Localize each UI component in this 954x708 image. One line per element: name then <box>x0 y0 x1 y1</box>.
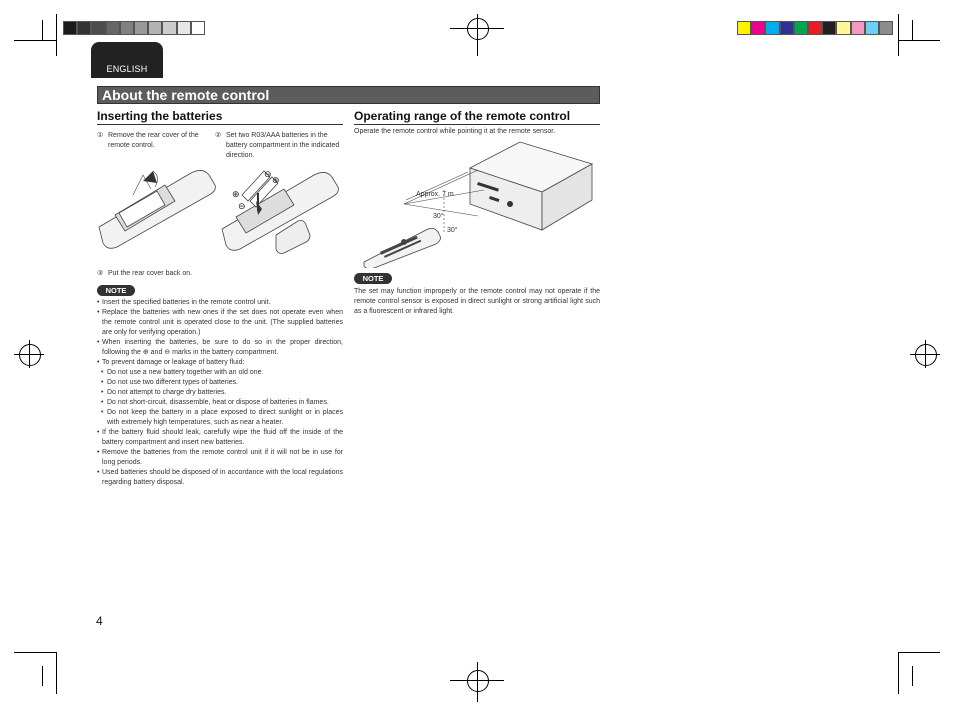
battery-note-item: • When inserting the batteries, be sure to do so in the proper direction, following the ⊕ and ⊖ marks in the battery compartment. <box>97 338 343 358</box>
plus-mark-icon-2: ⊕ <box>272 176 280 186</box>
color-swatch <box>765 21 779 35</box>
battery-subnote-item: • Do not short-circuit, disassemble, heat or dispose of batteries in flames. <box>97 398 343 408</box>
operating-range-illustration <box>360 138 600 268</box>
battery-note-item: • If the battery fluid should leak, carefully wipe the fluid off the inside of the battery compartment and insert new batteries. <box>97 428 343 448</box>
section-header <box>97 86 600 104</box>
battery-notes <box>97 298 343 488</box>
gray-swatch <box>120 21 134 35</box>
page-number: 4 <box>96 614 103 628</box>
note-badge-batteries: NOTE <box>97 285 135 296</box>
gray-swatch <box>177 21 191 35</box>
minus-mark-icon-2: ⊖ <box>264 170 272 180</box>
step3-text: Put the rear cover back on. <box>108 270 193 277</box>
range-heading: Operating range of the remote control <box>354 109 600 125</box>
color-swatch <box>836 21 850 35</box>
battery-note-item: • Used batteries should be disposed of in accordance with the local regulations regarding battery disposal. <box>97 468 343 488</box>
battery-subnote-item: • Do not use a new battery together with an old one. <box>97 368 343 378</box>
battery-note-item: • Replace the batteries with new ones if the set does not operate even when the remote control unit is operated close to the unit. (The supplied batteries are only for verifying operation.) <box>97 308 343 338</box>
angle-top-label: 30° <box>433 213 444 220</box>
gray-swatch <box>162 21 176 35</box>
remote-open-cover-illustration <box>95 165 220 250</box>
color-swatch <box>822 21 836 35</box>
battery-subnote-item: • Do not attempt to charge dry batteries. <box>97 388 343 398</box>
inserting-heading: Inserting the batteries <box>97 109 343 125</box>
color-swatch <box>780 21 794 35</box>
color-swatch <box>851 21 865 35</box>
color-swatch <box>737 21 751 35</box>
gray-swatch <box>106 21 120 35</box>
step2-number: ② <box>215 132 222 139</box>
range-intro: Operate the remote control while pointing it at the remote sensor. <box>354 128 556 135</box>
gray-swatch <box>63 21 77 35</box>
plus-mark-icon: ⊕ <box>232 190 240 200</box>
battery-note-item: • To prevent damage or leakage of battery fluid: <box>97 358 343 368</box>
section-title: About the remote control <box>102 87 270 103</box>
angle-bottom-label: 30° <box>447 227 458 234</box>
step3-number: ③ <box>97 270 104 277</box>
color-swatch <box>808 21 822 35</box>
note-badge-range: NOTE <box>354 273 392 284</box>
language-tab <box>91 42 163 78</box>
gray-swatch <box>77 21 91 35</box>
language-label: ENGLISH <box>106 64 148 74</box>
remote-insert-batteries-illustration <box>218 165 345 260</box>
battery-subnote-item: • Do not keep the battery in a place exposed to direct sunlight or in places with extremely high temperatures, such as near a heater. <box>97 408 343 428</box>
battery-subnote-item: • Do not use two different types of batteries. <box>97 378 343 388</box>
color-swatch <box>751 21 765 35</box>
step2-text: Set two R03/AAA batteries in the battery compartment in the indicated direction. <box>226 132 340 159</box>
color-swatch <box>865 21 879 35</box>
minus-mark-icon: ⊖ <box>238 202 246 212</box>
range-note-text: The set may function improperly or the remote control may not operate if the remote control sensor is exposed in direct sunlight or strong artificial light such as a fluorescent or infrared light. <box>354 288 600 315</box>
gray-swatch <box>191 21 205 35</box>
gray-swatch <box>91 21 105 35</box>
step1-number: ① <box>97 132 104 139</box>
battery-note-item: • Remove the batteries from the remote control unit if it will not be in use for long periods. <box>97 448 343 468</box>
gray-swatch <box>148 21 162 35</box>
gray-swatch <box>134 21 148 35</box>
distance-label: Approx. 7 m <box>416 191 454 198</box>
battery-note-item: • Insert the specified batteries in the remote control unit. <box>97 298 343 308</box>
color-swatch <box>879 21 893 35</box>
color-swatch <box>794 21 808 35</box>
step1-text: Remove the rear cover of the remote control. <box>108 132 199 149</box>
